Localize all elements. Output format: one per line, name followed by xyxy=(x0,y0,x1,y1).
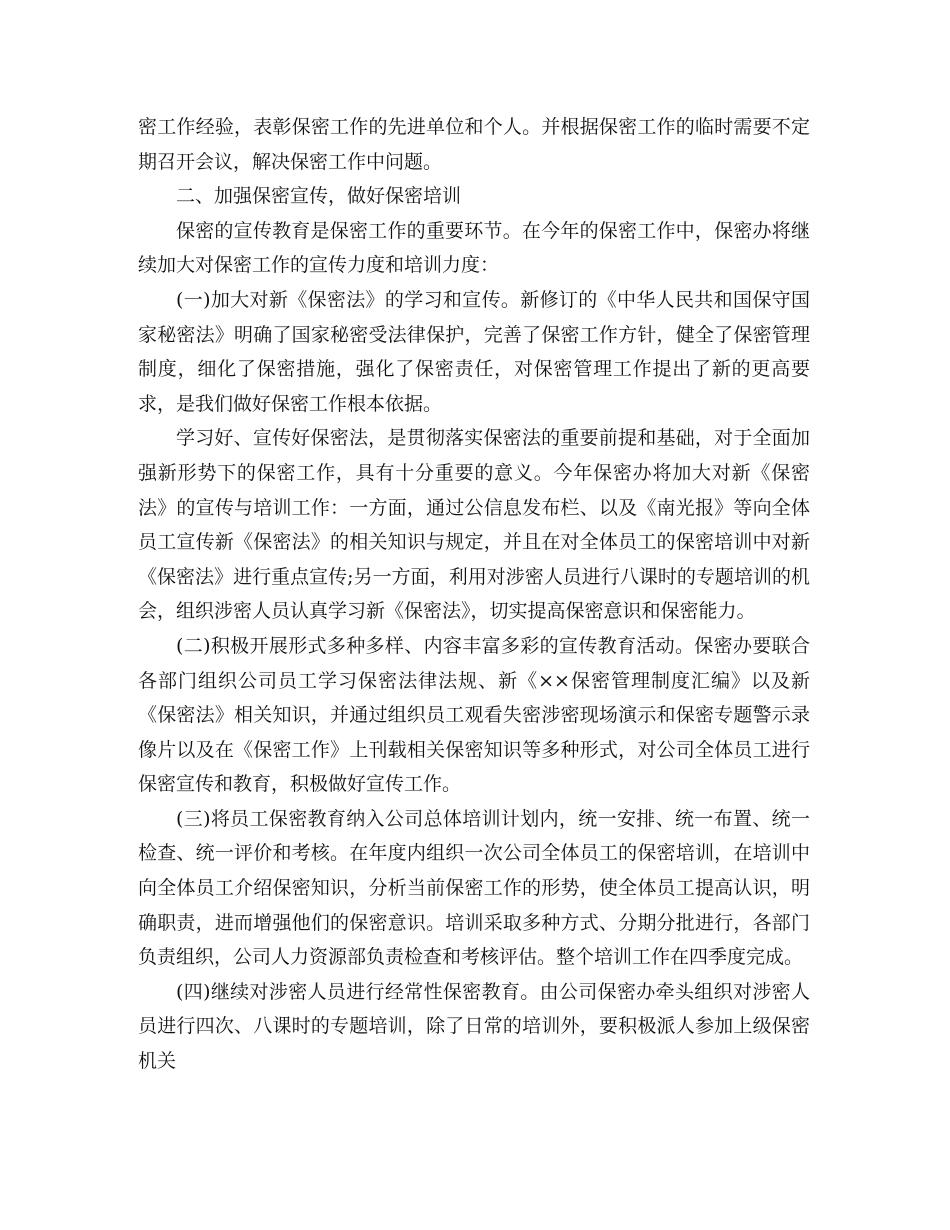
paragraph: (三)将员工保密教育纳入公司总体培训计划内，统一安排、统一布置、统一检查、统一评价和考核。在年度内组织一次公司全体员工的保密培训，在培训中向全体员工介绍保密知识，分析当前保密工作的形势，使全体员工提高认识，明确职责，进而增强他们的保密意识。培训采取多种方式、分期分批进行，各部门负责组织，公司人力资源部负责检查和考核评估。整个培训工作在四季度完成。 xyxy=(138,807,810,969)
paragraph: (四)继续对涉密人员进行经常性保密教育。由公司保密办牵头组织对涉密人员进行四次、八课时的专题培训，除了日常的培训外，要积极派人参加上级保密机关 xyxy=(138,980,810,1073)
paragraph: (二)积极开展形式多种多样、内容丰富多彩的宣传教育活动。保密办要联合各部门组织公司员工学习保密法律法规、新《××保密管理制度汇编》以及新《保密法》相关知识，并通过组织员工观看失密涉密现场演示和保密专题警示录像片以及在《保密工作》上刊载相关保密知识等多种形式，对公司全体员工进行保密宣传和教育，积极做好宣传工作。 xyxy=(138,634,810,796)
section-heading: 二、加强保密宣传，做好保密培训 xyxy=(176,185,462,208)
document-body xyxy=(138,110,810,1079)
paragraph: 保密的宣传教育是保密工作的重要环节。在今年的保密工作中，保密办将继续加大对保密工作的宣传力度和培训力度： xyxy=(138,219,810,277)
paragraph-continuation: 密工作经验，表彰保密工作的先进单位和个人。并根据保密工作的临时需要不定期召开会议，解决保密工作中问题。 xyxy=(138,116,810,173)
paragraph: (一)加大对新《保密法》的学习和宣传。新修订的《中华人民共和国保守国家秘密法》明确了国家秘密受法律保护，完善了保密工作方针，健全了保密管理制度，细化了保密措施，强化了保密责任，对保密管理工作提出了新的更高要求，是我们做好保密工作根本依据。 xyxy=(138,288,810,415)
paragraph: 学习好、宣传好保密法，是贯彻落实保密法的重要前提和基础，对于全面加强新形势下的保密工作，具有十分重要的意义。今年保密办将加大对新《保密法》的宣传与培训工作：一方面，通过公信息发布栏、以及《南光报》等向全体员工宣传新《保密法》的相关知识与规定，并且在对全体员工的保密培训中对新《保密法》进行重点宣传;另一方面，利用对涉密人员进行八课时的专题培训的机会，组织涉密人员认真学习新《保密法》，切实提高保密意识和保密能力。 xyxy=(138,427,810,623)
